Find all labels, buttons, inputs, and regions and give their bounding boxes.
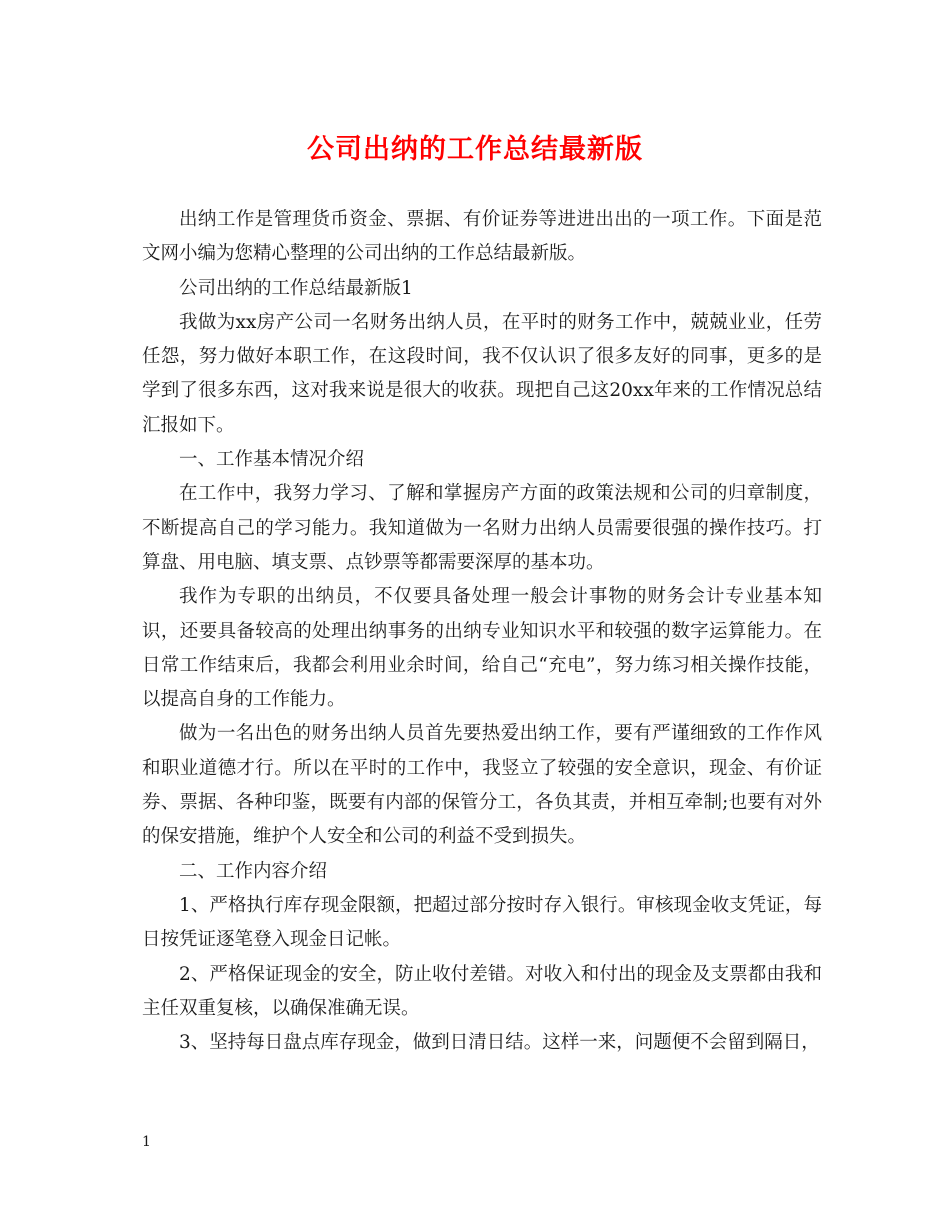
document-body xyxy=(142,203,822,1060)
paragraph-subtitle: 公司出纳的工作总结最新版1 xyxy=(179,277,413,299)
paragraph: 做为一名出色的财务出纳人员首先要热爱出纳工作，要有严谨细致的工作作风和职业道德才行。所以在平时的工作中，我竖立了较强的安全意识，现金、有价证券、票据、各种印鉴，既要有内部的保管分工，各负其责，并相互牵制;也要有对外的保安措施，维护个人安全和公司的利益不受到损失。 xyxy=(142,723,822,848)
page-number: 1 xyxy=(142,1134,151,1150)
list-item: 1、严格执行库存现金限额，把超过部分按时存入银行。审核现金收支凭证，每日按凭证逐笔登入现金日记帐。 xyxy=(142,894,822,951)
paragraph: 在工作中，我努力学习、了解和掌握房产方面的政策法规和公司的归章制度，不断提高自己的学习能力。我知道做为一名财力出纳人员需要很强的操作技巧。打算盘、用电脑、填支票、点钞票等都需要深厚的基本功。 xyxy=(142,483,822,573)
paragraph: 我做为xx房产公司一名财务出纳人员，在平时的财务工作中，兢兢业业，任劳任怨，努力做好本职工作，在这段时间，我不仅认识了很多友好的同事，更多的是学到了很多东西，这对我来说是很大的收获。现把自己这20xx年来的工作情况总结汇报如下。 xyxy=(142,311,822,436)
list-item: 2、严格保证现金的安全，防止收付差错。对收入和付出的现金及支票都由我和主任双重复核，以确保准确无误。 xyxy=(142,963,822,1019)
paragraph-intro: 出纳工作是管理货币资金、票据、有价证券等进进出出的一项工作。下面是范文网小编为您精心整理的公司出纳的工作总结最新版。 xyxy=(142,209,822,265)
section-heading-basic: 一、工作基本情况介绍 xyxy=(179,449,365,471)
section-heading-content: 二、工作内容介绍 xyxy=(179,860,328,882)
list-item: 3、坚持每日盘点库存现金，做到日清日结。这样一来，问题便不会留到隔日， xyxy=(179,1032,820,1054)
document-title: 公司出纳的工作总结最新版 xyxy=(307,134,643,165)
paragraph: 我作为专职的出纳员，不仅要具备处理一般会计事物的财务会计专业基本知识，还要具备较高的处理出纳事务的出纳专业知识水平和较强的数字运算能力。在日常工作结束后，我都会利用业余时间，给自己“充电”，努力练习相关操作技能，以提高自身的工作能力。 xyxy=(142,586,822,711)
